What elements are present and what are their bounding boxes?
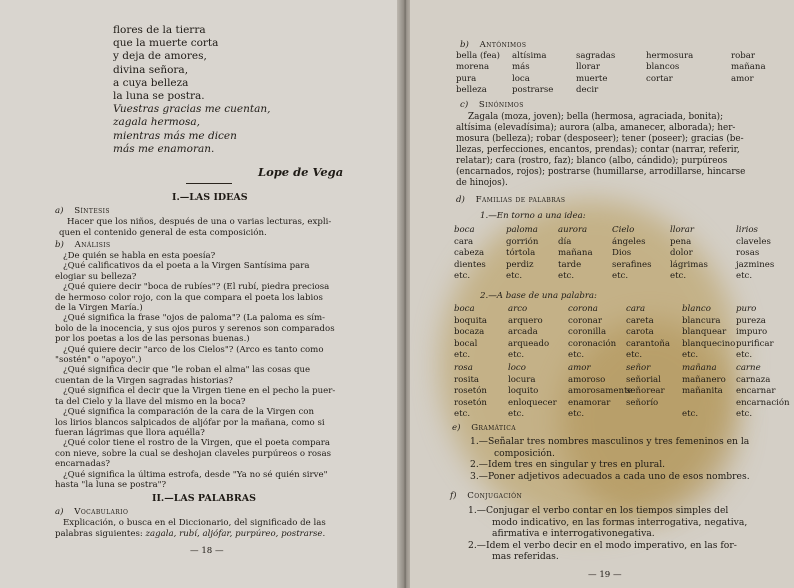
- question-line: ¿Qué calificativos da el poeta a la Virgen Santísima para: [63, 261, 310, 272]
- water-stain: [560, 320, 740, 520]
- grammar-text: [470, 436, 750, 482]
- grid-cell: loca: [512, 73, 530, 84]
- grid-cell: llorar: [576, 62, 601, 73]
- grid-cell: bocaza: [454, 327, 485, 337]
- grid-cell: enamorar: [568, 397, 611, 408]
- question-line: los lirios blancos salpicados de aljófar por la mañana, como si: [55, 417, 325, 428]
- grid-cell: blancura: [682, 315, 721, 326]
- grid-cell: etc.: [682, 409, 699, 419]
- grid-cell: muerte: [576, 73, 608, 84]
- text-line: Zagala (moza, joven); bella (hermosa, agraciada, bonita);: [468, 112, 724, 122]
- grid-cell: carnaza: [736, 374, 771, 385]
- grid-cell: más: [512, 62, 530, 73]
- text-line: llezas, perfecciones, encantos, prendas); contar (narrar, referir,: [456, 145, 740, 155]
- text-line: de hinojos).: [456, 178, 508, 188]
- grid-cell: belleza: [456, 84, 487, 95]
- question-line: por los poetas a los de las personas buenas.): [55, 334, 250, 345]
- grid-cell: rosas: [736, 248, 760, 259]
- grid-cell: rosita: [454, 374, 480, 385]
- subsection-title: Vocabulario: [74, 507, 129, 517]
- grid-cell: aurora: [558, 225, 588, 235]
- subsection-letter: b): [55, 240, 64, 250]
- text-line: Explicación, o busca en el Diccionario, del significado de las: [63, 518, 326, 528]
- grid-cell: blanquear: [682, 327, 727, 337]
- grid-cell: cara: [626, 304, 646, 314]
- poem-line: flores de la tierra: [113, 24, 206, 36]
- subsection-antonyms: [460, 40, 526, 51]
- question-line: hasta "la luna se postra"?: [55, 479, 167, 490]
- subsection-title: Antónimos: [479, 40, 527, 50]
- grid-cell: postrarse: [512, 84, 554, 95]
- subsection-synthesis: [55, 206, 110, 217]
- grid-cell: etc.: [558, 271, 575, 282]
- grid-cell: paloma: [506, 225, 538, 235]
- question-line: de la Virgen María.): [55, 303, 143, 314]
- question-line: ¿De quién se habla en esta poesía?: [63, 251, 216, 261]
- grid-cell: señorial: [626, 374, 661, 385]
- grid-cell: hermosura: [646, 51, 694, 61]
- text-line: modo indicativo, en las formas interrogativa, negativa,: [492, 516, 748, 528]
- conjugation-text: [468, 505, 747, 563]
- grid-cell: boca: [454, 225, 475, 235]
- grid-cell: rosetón: [454, 397, 487, 408]
- grid-cell: etc.: [568, 350, 585, 360]
- grid-cell: etc.: [454, 409, 471, 419]
- poem-line: zagala hermosa,: [113, 116, 200, 129]
- question-line: ¿Qué significa la comparación de la cara de la Virgen con: [63, 407, 314, 418]
- poem-author: Lope de Vega: [258, 165, 344, 179]
- subsection-letter: b): [460, 40, 469, 50]
- poem-line: Vuestras gracias me cuentan,: [113, 103, 271, 116]
- grid-cell: amorosamente: [568, 386, 633, 396]
- analysis-questions: [55, 251, 335, 490]
- subsection-letter: d): [456, 195, 465, 205]
- subsection-title: Sinónimos: [478, 100, 524, 110]
- subsection-title: Análisis: [74, 240, 111, 250]
- grid-cell: boca: [454, 304, 475, 314]
- grid-cell: cabeza: [454, 248, 485, 259]
- text-line: [55, 529, 326, 540]
- question-line: con nieve, sobre la cual se deshojan claveles purpúreos o rosas: [55, 448, 332, 459]
- grid-cell: etc.: [568, 409, 585, 419]
- subsection-letter: a): [55, 206, 64, 216]
- vocabulary-text: [55, 518, 326, 540]
- question-line: ¿Qué quiere decir "arco de los Cielos"? (Arco es tanto como: [63, 344, 324, 355]
- text-line: afirmativa e interrogativonegativa.: [492, 528, 655, 540]
- grid-cell: claveles: [736, 236, 771, 247]
- subsection-synonyms: [460, 100, 524, 111]
- grid-cell: señorear: [626, 386, 665, 396]
- grid-cell: morena: [456, 62, 490, 73]
- grid-cell: ángeles: [612, 236, 646, 247]
- grid-cell: puro: [736, 304, 757, 314]
- grid-cell: carota: [626, 327, 654, 337]
- grid-cell: encarnar: [736, 386, 776, 396]
- page-right: [410, 0, 794, 588]
- poem-line: que la muerte corta: [113, 37, 219, 50]
- grid-cell: cortar: [646, 73, 673, 84]
- subsection-title: Gramática: [471, 423, 516, 433]
- word-list: zagala, rubí, aljófar, purpúreo, postrarse.: [145, 528, 326, 539]
- grid-cell: purificar: [736, 338, 774, 349]
- grid-cell: encarnación: [736, 397, 790, 408]
- grid-cell: loquito: [508, 386, 539, 396]
- poem-line: la luna se postra.: [113, 90, 205, 103]
- grid-cell: blanquecino: [682, 338, 736, 349]
- subsection-conjugation: [450, 491, 522, 502]
- subsection-families: [456, 195, 565, 206]
- grid-cell: arco: [508, 304, 528, 314]
- grid-cell: locura: [508, 374, 536, 385]
- question-line: ¿Qué color tiene el rostro de la Virgen, que el poeta compara: [63, 438, 331, 449]
- grid-cell: careta: [626, 315, 654, 326]
- question-line: cuentan de la Virgen sagradas historias?: [55, 375, 233, 386]
- family-heading-word: 2.—A base de una palabra:: [480, 291, 597, 301]
- grid-cell: sagradas: [576, 51, 616, 61]
- subsection-title: Síntesis: [74, 206, 110, 216]
- grid-cell: lágrimas: [670, 259, 708, 270]
- subsection-vocabulary: [55, 507, 128, 518]
- subsection-letter: a): [55, 507, 64, 517]
- grid-cell: corona: [568, 304, 598, 314]
- grid-cell: blancos: [646, 62, 680, 73]
- grid-cell: pureza: [736, 315, 766, 326]
- grid-cell: etc.: [506, 271, 523, 282]
- grid-cell: dientes: [454, 259, 486, 270]
- subsection-title: Familias de palabras: [475, 195, 566, 205]
- grid-cell: serafines: [612, 259, 652, 270]
- question-line: elogiar su belleza?: [55, 271, 137, 282]
- question-line: ¿Qué significa la frase "ojos de paloma"? (La paloma es sím-: [63, 313, 326, 324]
- section-title-ideas: I.—LAS IDEAS: [172, 192, 248, 203]
- grid-cell: tarde: [558, 259, 582, 270]
- poem-line: divina señora,: [113, 63, 189, 76]
- text-line: mosura (belleza); robar (desposeer); tener (poseer); gracias (be-: [456, 134, 744, 144]
- grid-cell: llorar: [670, 225, 695, 235]
- question-line: fueran lágrimas que llora aquélla?: [55, 427, 205, 438]
- question-line: de hermoso color rojo, con la que compara el poeta los labios: [55, 292, 323, 303]
- grid-cell: gorrión: [506, 236, 539, 247]
- grid-cell: bella (fea): [456, 51, 501, 61]
- grid-cell: blanco: [682, 304, 711, 314]
- text-line: 3.—Poner adjetivos adecuados a cada uno de esos nombres.: [470, 470, 750, 482]
- grid-cell: mañana: [558, 248, 593, 259]
- grid-cell: etc.: [670, 271, 687, 282]
- grid-cell: etc.: [626, 350, 643, 360]
- grid-cell: rosetón: [454, 386, 487, 396]
- poem-stanza: [113, 24, 270, 156]
- grid-cell: amoroso: [568, 374, 606, 385]
- question-line: ta del Cielo y la llave del mismo en la boca?: [55, 396, 246, 407]
- question-line: encarnadas?: [55, 459, 110, 470]
- grid-cell: decir: [576, 84, 599, 95]
- grid-cell: etc.: [454, 271, 471, 282]
- grid-cell: altísima: [512, 51, 547, 61]
- grid-cell: etc.: [454, 350, 471, 360]
- grid-cell: amor: [568, 363, 591, 373]
- grid-cell: Dios: [612, 248, 632, 259]
- grid-cell: etc.: [508, 350, 525, 360]
- grid-cell: etc.: [736, 271, 753, 282]
- question-line: ¿Qué quiere decir "boca de rubíes"? (El rubí, piedra preciosa: [63, 282, 330, 293]
- grid-cell: carne: [736, 363, 761, 373]
- text-line: composición.: [494, 447, 555, 459]
- grid-cell: loco: [508, 363, 526, 373]
- grid-cell: boquita: [454, 315, 488, 326]
- grid-cell: bocal: [454, 338, 478, 349]
- poem-line: y deja de amores,: [113, 50, 207, 63]
- question-line: bolo de la inocencia, y sus ojos puros y serenos son comparados: [55, 323, 335, 334]
- grid-cell: etc.: [682, 350, 699, 360]
- grid-cell: arqueado: [508, 338, 550, 349]
- grid-cell: dolor: [670, 248, 693, 259]
- text-line: (encarnados, rojos); postrarse (humillarse, arrodillarse, hincarse: [456, 167, 746, 177]
- grid-cell: pura: [456, 73, 477, 84]
- question-line: ¿Qué significa el decir que la Virgen tiene en el pecho la puer-: [63, 386, 336, 397]
- subsection-grammar: [452, 423, 516, 434]
- divider: [186, 183, 232, 184]
- grid-cell: Cielo: [612, 225, 635, 235]
- grid-cell: pena: [670, 236, 692, 247]
- text-span: palabras siguientes:: [55, 528, 146, 539]
- grid-cell: día: [558, 236, 572, 247]
- grid-cell: etc.: [508, 409, 525, 419]
- text-line: relatar); cara (rostro, faz); blanco (albo, cándido); purpúreos: [456, 156, 728, 166]
- text-line: mas referidas.: [492, 551, 559, 563]
- grid-cell: coronilla: [568, 327, 607, 337]
- grid-cell: señor: [626, 363, 651, 373]
- grid-cell: rosa: [454, 363, 473, 373]
- poem-line: más me enamoran.: [113, 142, 215, 155]
- page-number-right: — 19 —: [588, 570, 622, 580]
- grid-cell: mañanero: [682, 374, 726, 385]
- text-line: 1.—Señalar tres nombres masculinos y tres femeninos en la: [470, 436, 750, 447]
- subsection-letter: c): [460, 100, 469, 110]
- grid-cell: enloquecer: [508, 397, 557, 408]
- grid-cell: etc.: [612, 271, 629, 282]
- question-line: ¿Qué significa decir que "le roban el alma" las cosas que: [63, 365, 311, 376]
- question-line: "sostén" o "apoyo".): [55, 355, 142, 366]
- grid-cell: mañana: [731, 62, 766, 73]
- grid-cell: coronar: [568, 315, 603, 326]
- grid-cell: etc.: [736, 409, 753, 419]
- subsection-title: Conjugación: [467, 491, 523, 501]
- grid-cell: mañana: [682, 363, 717, 373]
- text-line: altísima (elevadísima); aurora (alba, amanecer, alborada); her-: [456, 123, 736, 133]
- family-heading-idea: 1.—En torno a una idea:: [480, 211, 586, 221]
- section-title-words: II.—LAS PALABRAS: [152, 493, 256, 504]
- text-line: 2.—Idem el verbo decir en el modo imperativo, en las for-: [468, 539, 737, 551]
- question-line: ¿Qué significa la última estrofa, desde "Ya no sé quién sirve": [63, 469, 328, 480]
- grid-cell: impuro: [736, 327, 768, 337]
- grid-cell: jazmines: [736, 259, 775, 270]
- poem-line: mientras más me dicen: [113, 129, 237, 142]
- subsection-analysis: [55, 240, 111, 251]
- grid-cell: tórtola: [506, 248, 536, 259]
- grid-cell: arcada: [508, 327, 538, 337]
- text-line: 1.—Conjugar el verbo contar en los tiempos simples del: [468, 505, 729, 516]
- text-line: 2.—Idem tres en singular y tres en plural.: [470, 459, 666, 471]
- grid-cell: carantoña: [626, 338, 670, 349]
- subsection-letter: f): [450, 491, 457, 501]
- poem-line: a cuya belleza: [113, 76, 189, 89]
- grid-cell: arquero: [508, 315, 543, 326]
- subsection-letter: e): [452, 423, 461, 433]
- synthesis-text: [59, 217, 331, 239]
- grid-cell: etc.: [736, 350, 753, 360]
- grid-cell: lirios: [736, 225, 758, 235]
- grid-cell: robar: [731, 51, 756, 61]
- grid-cell: mañanita: [682, 386, 723, 396]
- page-number-left: — 18 —: [190, 546, 224, 556]
- grid-cell: amor: [731, 73, 754, 84]
- text-line: quen el contenido general de esta composición.: [59, 227, 267, 238]
- text-line: Hacer que los niños, después de una o varias lecturas, expli-: [67, 217, 332, 227]
- grid-cell: perdiz: [506, 259, 534, 270]
- grid-cell: coronación: [568, 338, 617, 349]
- synonyms-text: [456, 112, 745, 189]
- grid-cell: señorío: [626, 397, 659, 408]
- grid-cell: cara: [454, 236, 474, 247]
